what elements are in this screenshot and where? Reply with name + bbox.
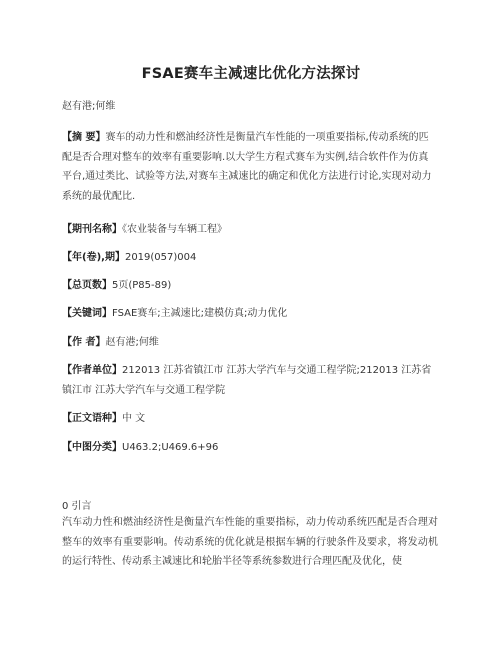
section-heading: 0 引言 bbox=[62, 501, 92, 512]
field-value: 赛车的动力性和燃油经济性是衡量汽车性能的一项重要指标,传动系统的匹配是否合理对整车的效率有重要影响.以大学生方程式赛车为实例,结合软件作为仿真平台,通过类比、试验等方法,对赛车主减速比的确定和优化方法进行讨论,实现对动力系统的最优配比. bbox=[62, 132, 432, 202]
field-value: 中 文 bbox=[122, 413, 146, 424]
keywords-field bbox=[62, 304, 438, 324]
year-volume-issue-field bbox=[62, 248, 438, 268]
field-value: 2019(057)004 bbox=[124, 252, 197, 263]
field-value: FSAE赛车;主减速比;建模仿真;动力优化 bbox=[112, 308, 288, 319]
field-value: 赵有港;何维 bbox=[105, 337, 159, 348]
field-key: 【总页数】 bbox=[62, 280, 112, 291]
total-pages-field bbox=[62, 276, 438, 296]
document-title: FSAE赛车主减速比优化方法探讨 bbox=[141, 66, 361, 82]
body-paragraph: 汽车动力性和燃油经济性是衡量汽车性能的重要指标，动力传动系统匹配是否合理对整车的效率有重要影响。传动系统的优化就是根据车辆的行驶条件及要求，将发动机的运行特性、传动系主减速比和轮胎半径等系统参数进行合理匹配及优化，使 bbox=[62, 517, 438, 567]
journal-name-field bbox=[62, 220, 438, 240]
field-key: 【作 者】 bbox=[62, 337, 106, 348]
affiliation-field bbox=[62, 361, 438, 400]
authors-line: 赵有港;何维 bbox=[62, 101, 116, 112]
field-key: 【摘 要】 bbox=[62, 132, 106, 143]
field-key: 【年(卷),期】 bbox=[62, 252, 125, 263]
field-key: 【正文语种】 bbox=[62, 413, 122, 424]
classification-field bbox=[62, 438, 438, 458]
field-value: 212013 江苏省镇江市 江苏大学汽车与交通工程学院;212013 江苏省镇江市 江苏大学汽车与交通工程学院 bbox=[62, 365, 432, 396]
field-value: U463.2;U469.6+96 bbox=[122, 442, 219, 453]
field-value: 5页(P85-89) bbox=[112, 280, 172, 291]
language-field bbox=[62, 409, 438, 429]
field-key: 【作者单位】 bbox=[62, 365, 122, 376]
field-key: 【关键词】 bbox=[62, 308, 112, 319]
abstract-field bbox=[62, 128, 438, 206]
field-value: 《农业装备与车辆工程》 bbox=[122, 224, 227, 235]
field-key: 【期刊名称】 bbox=[62, 224, 122, 235]
author-field bbox=[62, 333, 438, 353]
field-key: 【中图分类】 bbox=[62, 442, 122, 453]
